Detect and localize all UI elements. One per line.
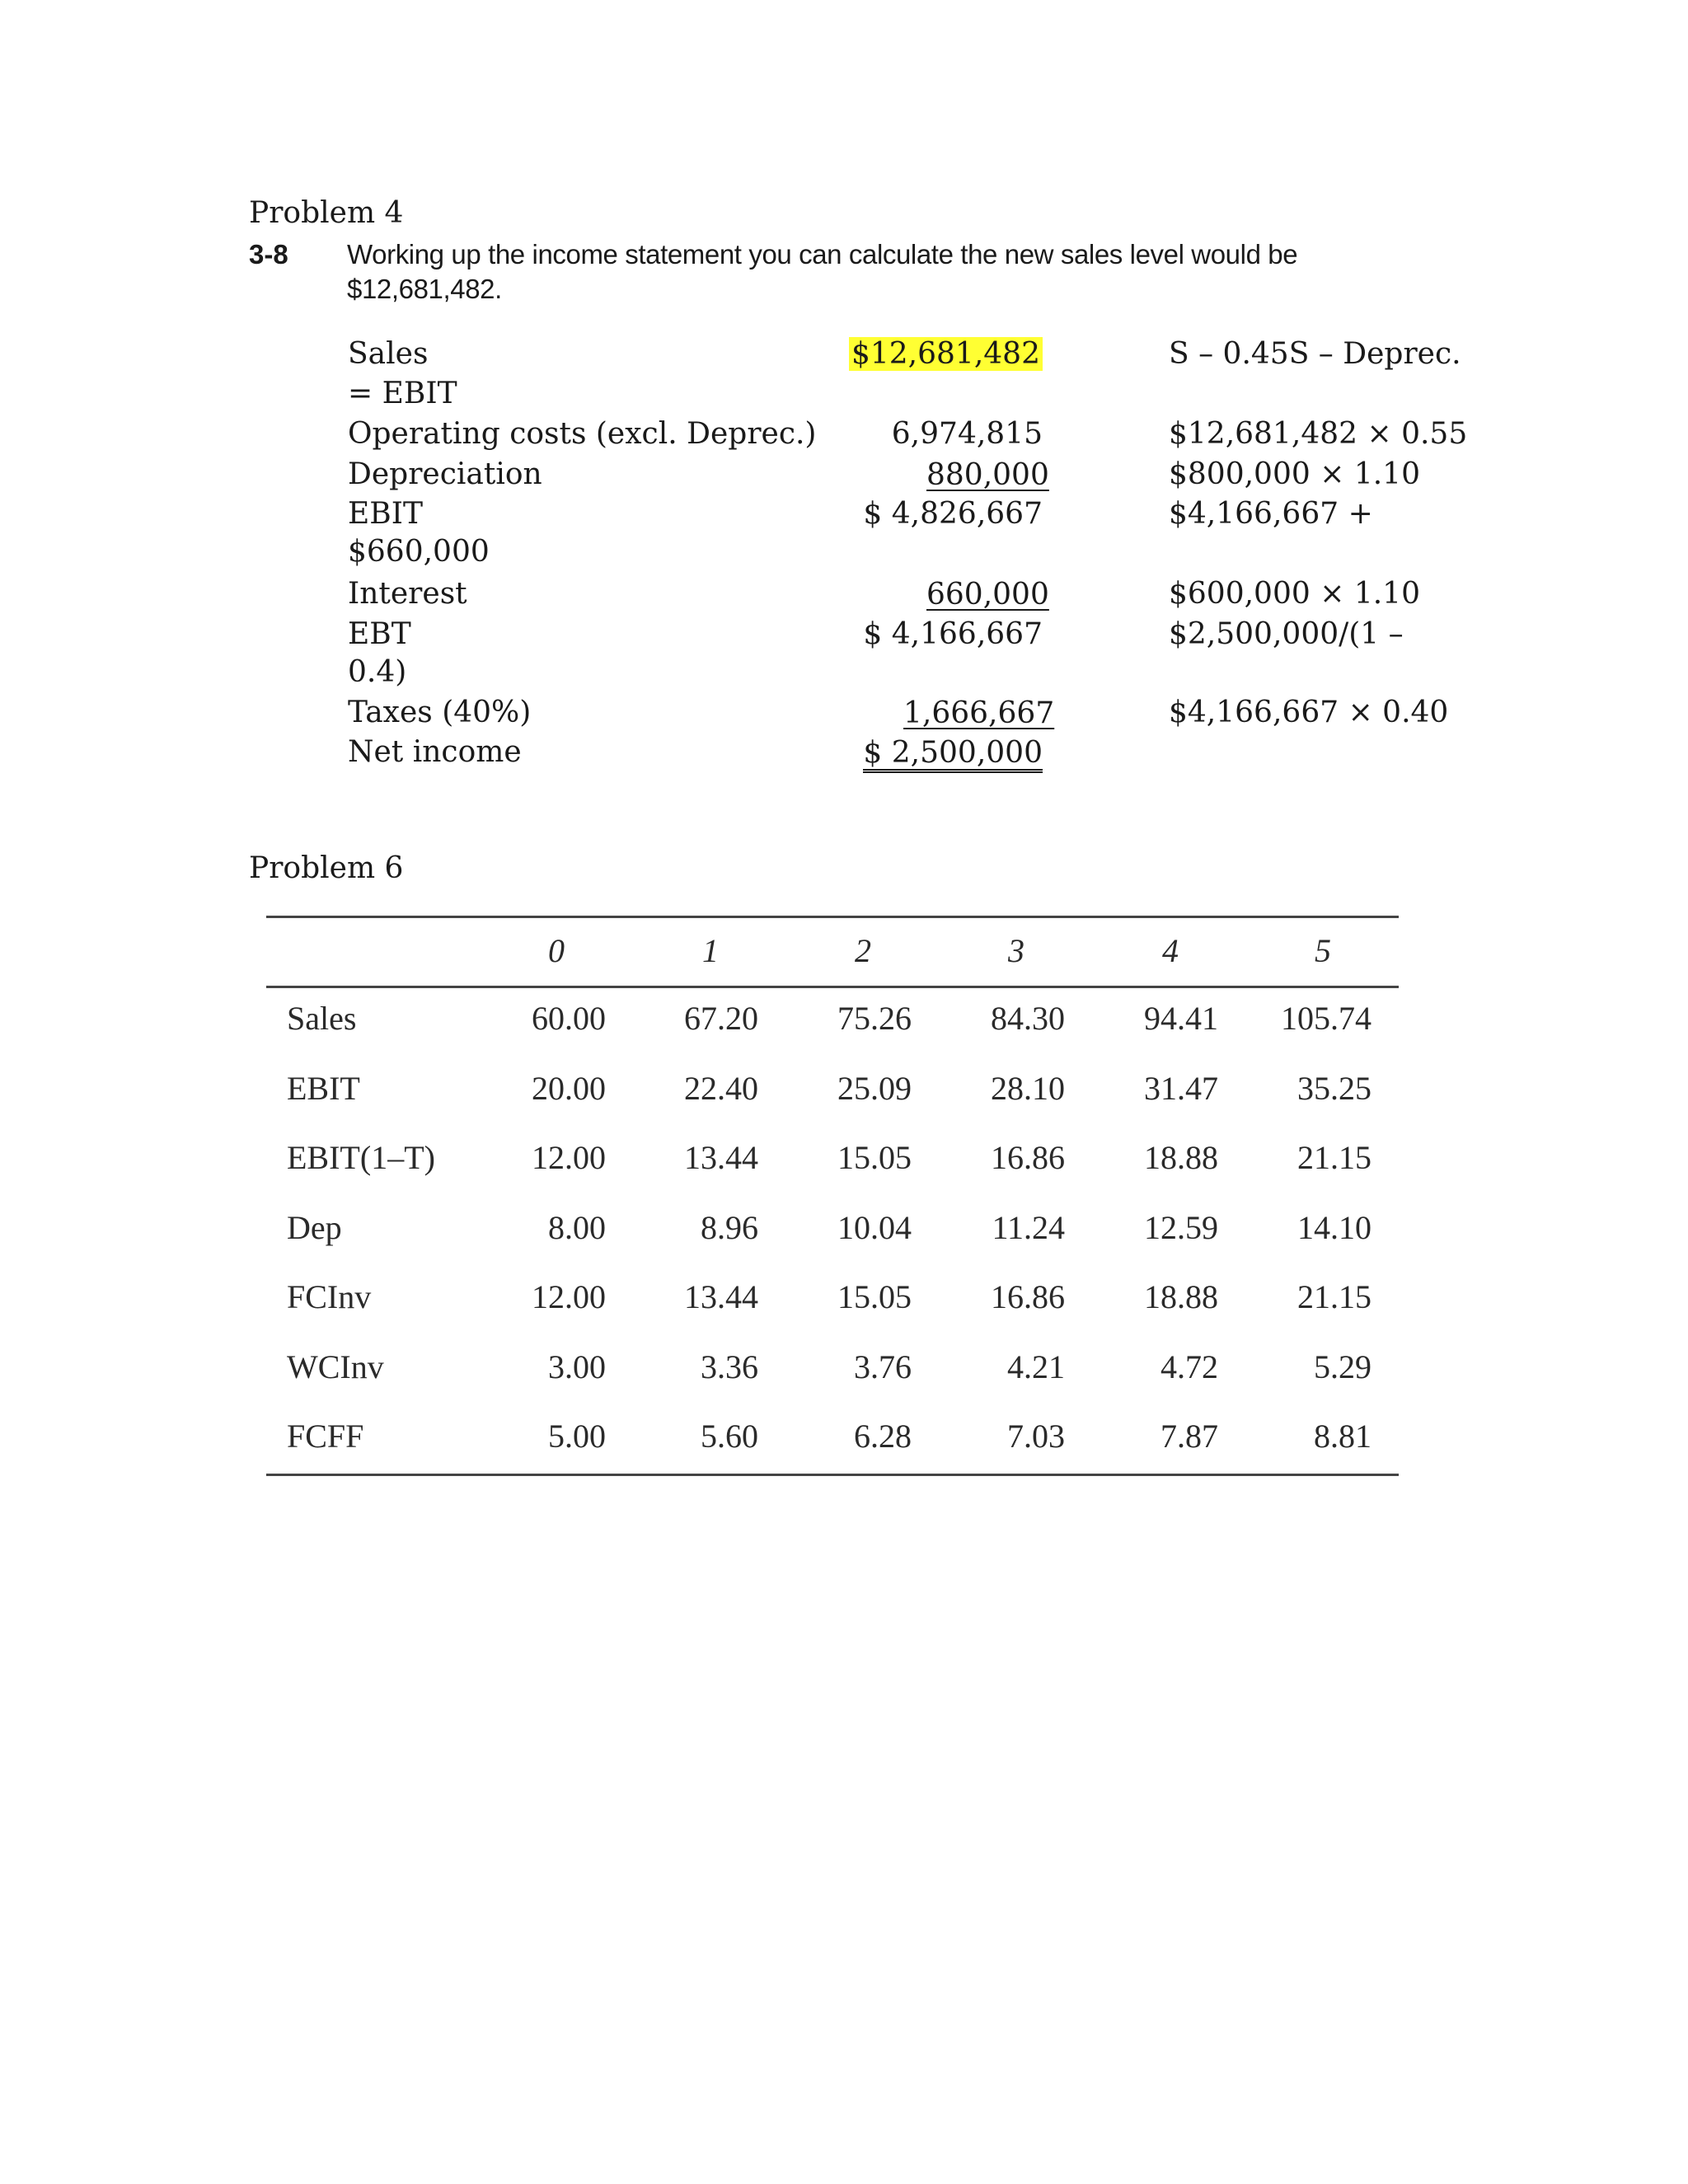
table-header-year: 1 xyxy=(702,932,719,969)
table-cell: 75.26 xyxy=(837,1000,912,1037)
table-cell: 4.72 xyxy=(1160,1348,1218,1385)
table-cell: 28.10 xyxy=(991,1070,1065,1107)
table-row-label: Dep xyxy=(287,1209,342,1246)
table-row-label: EBIT xyxy=(287,1070,360,1107)
value-depreciation xyxy=(874,458,1049,492)
table-cell: 35.25 xyxy=(1297,1070,1372,1107)
problem6-title: Problem 6 xyxy=(249,851,404,885)
value-depreciation-text: 880,000 xyxy=(926,458,1049,492)
table-row-label: FCInv xyxy=(287,1278,372,1315)
table-cell: 11.24 xyxy=(992,1209,1065,1246)
table-header-rule xyxy=(266,986,1399,988)
label-taxes: Taxes (40%) xyxy=(348,696,532,729)
table-cell: 14.10 xyxy=(1297,1209,1372,1246)
value-sales-highlight: $12,681,482 xyxy=(849,337,1043,371)
table-header-year: 3 xyxy=(1008,932,1025,969)
label-net-income: Net income xyxy=(348,735,522,769)
label-660000: $660,000 xyxy=(348,535,490,569)
table-cell: 12.59 xyxy=(1144,1209,1218,1246)
label-depreciation: Depreciation xyxy=(348,457,542,491)
table-cell: 12.00 xyxy=(532,1139,606,1176)
label-operating-costs: Operating costs (excl. Deprec.) xyxy=(348,417,817,451)
table-cell: 31.47 xyxy=(1144,1070,1218,1107)
intro-line-1: Working up the income statement you can calculate the new sales level would be xyxy=(347,239,1298,269)
table-cell: 18.88 xyxy=(1144,1139,1218,1176)
value-interest-text: 660,000 xyxy=(926,578,1049,612)
table-bottom-rule xyxy=(266,1474,1399,1476)
table-cell: 8.96 xyxy=(701,1209,758,1246)
table-cell: 60.00 xyxy=(532,1000,606,1037)
table-cell: 6.28 xyxy=(854,1418,912,1455)
formula-taxes: $4,166,667 × 0.40 xyxy=(1169,696,1449,729)
table-cell: 15.05 xyxy=(837,1278,912,1315)
table-cell: 4.21 xyxy=(1007,1348,1065,1385)
table-cell: 25.09 xyxy=(837,1070,912,1107)
label-interest: Interest xyxy=(348,577,467,611)
table-cell: 3.36 xyxy=(701,1348,758,1385)
table-cell: 20.00 xyxy=(532,1070,606,1107)
table-cell: 8.00 xyxy=(548,1209,606,1246)
value-net-income xyxy=(857,736,1043,773)
problem-number: 3-8 xyxy=(249,239,288,269)
table-cell: 12.00 xyxy=(532,1278,606,1315)
value-net-income-text: $ 2,500,000 xyxy=(863,738,1043,773)
formula-sales: S – 0.45S – Deprec. xyxy=(1169,337,1461,371)
problem4-title: Problem 4 xyxy=(249,196,404,230)
table-cell: 5.00 xyxy=(548,1418,606,1455)
value-ebt: $ 4,166,667 xyxy=(863,617,1043,651)
table-header-year: 0 xyxy=(548,932,565,969)
label-0-4: 0.4) xyxy=(348,655,407,689)
table-cell: 13.44 xyxy=(684,1278,758,1315)
formula-ebit: $4,166,667 + xyxy=(1169,497,1373,531)
table-cell: 13.44 xyxy=(684,1139,758,1176)
formula-operating-costs: $12,681,482 × 0.55 xyxy=(1169,417,1468,451)
table-cell: 8.81 xyxy=(1314,1418,1372,1455)
table-cell: 16.86 xyxy=(991,1278,1065,1315)
table-cell: 15.05 xyxy=(837,1139,912,1176)
table-cell: 105.74 xyxy=(1281,1000,1372,1037)
table-cell: 5.60 xyxy=(701,1418,758,1455)
table-row-label: EBIT(1–T) xyxy=(287,1139,435,1176)
table-header-year: 5 xyxy=(1315,932,1331,969)
value-sales xyxy=(795,338,1043,371)
table-row-label: Sales xyxy=(287,1000,357,1037)
table-cell: 21.15 xyxy=(1297,1278,1372,1315)
label-eq-ebit: = EBIT xyxy=(348,377,457,410)
intro-line-2: $12,681,482. xyxy=(347,274,502,304)
table-cell: 84.30 xyxy=(991,1000,1065,1037)
table-cell: 7.87 xyxy=(1160,1418,1218,1455)
table-cell: 16.86 xyxy=(991,1139,1065,1176)
table-header-year: 2 xyxy=(855,932,871,969)
table-row-label: WCInv xyxy=(287,1348,384,1385)
formula-ebt: $2,500,000/(1 – xyxy=(1169,617,1404,651)
formula-interest: $600,000 × 1.10 xyxy=(1169,577,1420,611)
value-taxes xyxy=(874,696,1055,730)
table-cell: 18.88 xyxy=(1144,1278,1218,1315)
table-cell: 5.29 xyxy=(1314,1348,1372,1385)
label-sales: Sales xyxy=(348,337,429,371)
table-row-label: FCFF xyxy=(287,1418,364,1455)
table-cell: 21.15 xyxy=(1297,1139,1372,1176)
table-cell: 3.00 xyxy=(548,1348,606,1385)
table-cell: 67.20 xyxy=(684,1000,758,1037)
table-cell: 7.03 xyxy=(1007,1418,1065,1455)
value-ebit: $ 4,826,667 xyxy=(863,497,1043,531)
table-cell: 10.04 xyxy=(837,1209,912,1246)
formula-depreciation: $800,000 × 1.10 xyxy=(1169,457,1420,491)
table-cell: 94.41 xyxy=(1144,1000,1218,1037)
table-cell: 22.40 xyxy=(684,1070,758,1107)
value-interest xyxy=(874,578,1049,612)
label-ebit: EBIT xyxy=(348,497,423,531)
value-taxes-text: 1,666,667 xyxy=(903,696,1055,730)
table-header-year: 4 xyxy=(1162,932,1179,969)
table-cell: 3.76 xyxy=(854,1348,912,1385)
label-ebt: EBT xyxy=(348,617,411,651)
value-operating-costs: 6,974,815 xyxy=(891,417,1043,451)
table-top-rule xyxy=(266,916,1399,918)
